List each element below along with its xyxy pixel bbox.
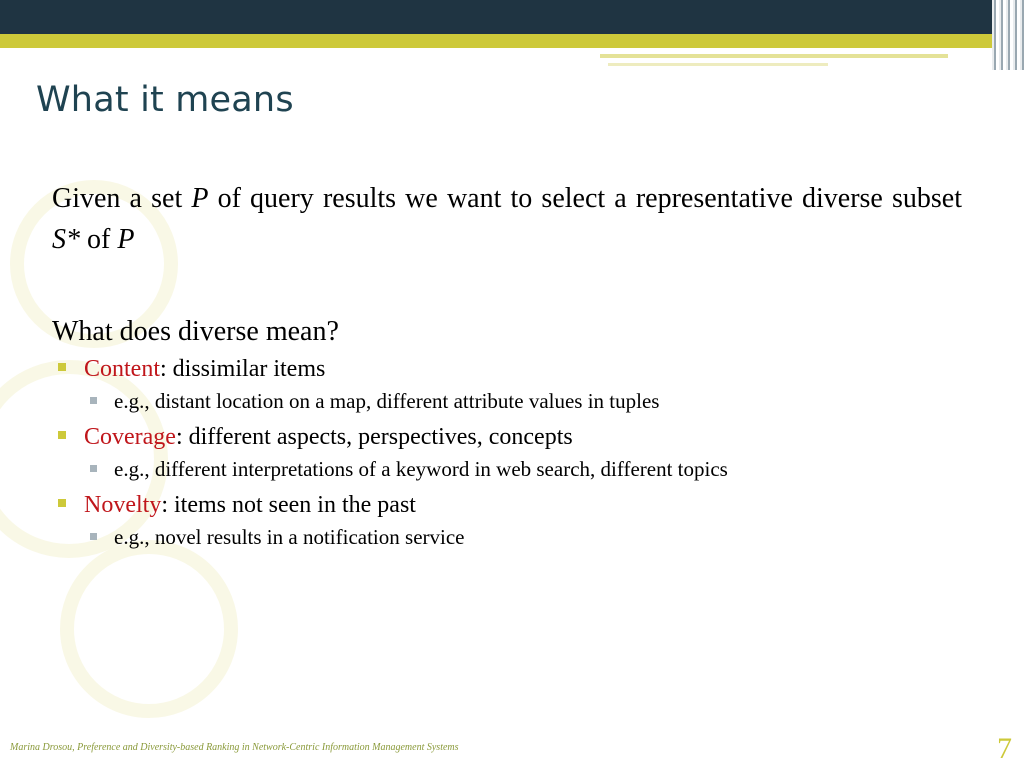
bullet-keyword: Novelty [84, 492, 162, 518]
square-bullet-icon [58, 363, 66, 371]
header-bar [0, 0, 1024, 34]
bullet-text: : items not seen in the past [161, 492, 416, 518]
sub-bullet-item [84, 388, 962, 414]
bullet-text: : different aspects, perspectives, concepts [175, 424, 573, 450]
slide-content [52, 178, 962, 550]
question-heading: What does diverse mean? [52, 316, 339, 347]
decorative-ring [60, 540, 238, 718]
bullet-item [52, 490, 962, 550]
sub-bullet-list [84, 524, 962, 550]
sub-bullet-text: e.g., distant location on a map, different attribute values in tuples [114, 389, 660, 413]
square-bullet-icon [58, 431, 66, 439]
bullet-item [52, 354, 962, 414]
sub-bullet-item [84, 456, 962, 482]
square-bullet-icon [90, 533, 97, 540]
accent-line-secondary [608, 63, 828, 66]
sub-bullet-list [84, 456, 962, 482]
accent-line [600, 54, 948, 58]
sub-bullet-text: e.g., different interpretations of a keyword in web search, different topics [114, 457, 728, 481]
accent-bar [0, 34, 1024, 48]
square-bullet-icon [58, 499, 66, 507]
bullet-keyword: Coverage [84, 424, 176, 450]
sub-bullet-item [84, 524, 962, 550]
square-bullet-icon [90, 397, 97, 404]
variable-p: P [117, 224, 135, 255]
decorative-stripes [992, 0, 1024, 70]
variable-s-star: S* [52, 224, 80, 255]
square-bullet-icon [90, 465, 97, 472]
variable-p: P [191, 183, 209, 214]
bullet-list [52, 354, 962, 550]
intro-text: Given a set [52, 183, 192, 214]
slide-title: What it means [36, 80, 294, 120]
sub-bullet-text: e.g., novel results in a notification service [114, 525, 465, 549]
footer-citation: Marina Drosou, Preference and Diversity-based Ranking in Network-Centric Information Management Systems [10, 742, 459, 753]
bullet-text: : dissimilar items [160, 356, 326, 382]
intro-text: of query results we want to select a representative diverse subset [208, 183, 962, 214]
page-number: 7 [997, 732, 1012, 765]
intro-paragraph [52, 178, 962, 260]
intro-text: of [80, 224, 118, 255]
bullet-item [52, 422, 962, 482]
sub-bullet-list [84, 388, 962, 414]
bullet-keyword: Content [84, 356, 160, 382]
